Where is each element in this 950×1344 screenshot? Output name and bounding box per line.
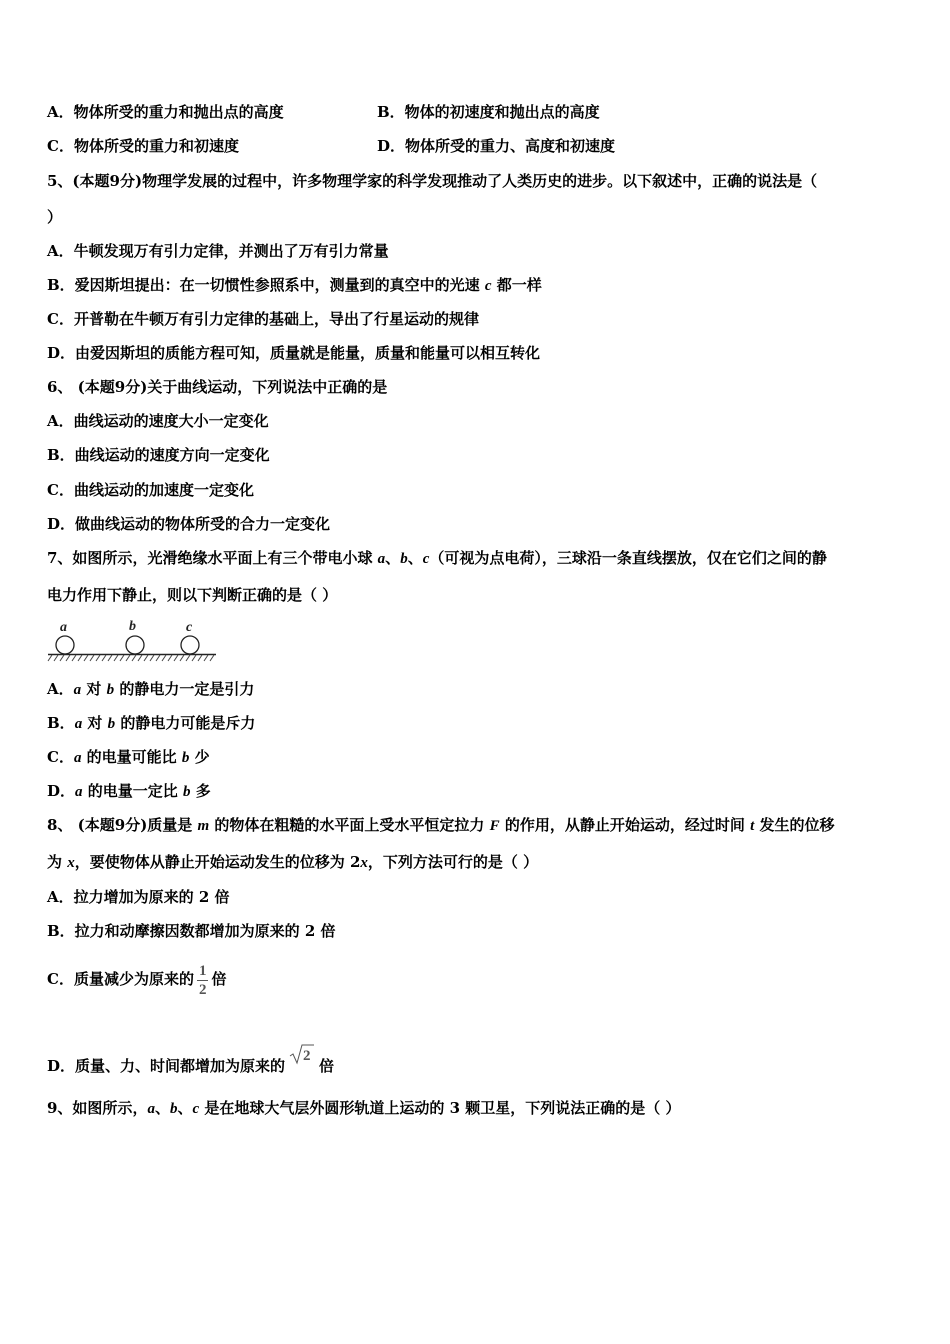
ball-a xyxy=(56,636,74,654)
q8-stem-part: 8、 (本题9分)质量是 xyxy=(47,816,198,834)
q7-option-c xyxy=(47,747,210,768)
option-mid: 对 xyxy=(82,714,108,732)
q6-option-b: B．曲线运动的速度方向一定变化 xyxy=(47,446,270,464)
option-mid: 对 xyxy=(81,680,107,698)
var-a: a xyxy=(74,716,83,732)
var-x: x xyxy=(67,855,75,871)
var-b: b xyxy=(182,784,191,800)
q8-stem-line1 xyxy=(47,815,835,836)
q4-option-a: A．物体所受的重力和抛出点的高度 xyxy=(47,103,284,121)
q5-option-b-post: 都一样 xyxy=(491,276,542,294)
q8-option-c-post: 倍 xyxy=(211,970,227,988)
q8-stem-part: 发生的位移 xyxy=(754,816,835,834)
option-mid: 的电量可能比 xyxy=(81,748,182,766)
var-a: a xyxy=(73,682,82,698)
var-b: b xyxy=(181,750,190,766)
option-prefix: B． xyxy=(47,714,75,732)
q8-stem-line2 xyxy=(47,852,538,873)
var-a: a xyxy=(147,1101,155,1117)
fraction-one-half xyxy=(197,962,209,999)
option-suffix: 的静电力可能是斥力 xyxy=(115,714,256,732)
var-a: a xyxy=(75,784,83,800)
q4-option-d: D．物体所受的重力、高度和初速度 xyxy=(377,137,616,155)
q8-option-d xyxy=(47,1043,334,1081)
q8-option-c xyxy=(47,958,226,1000)
var-a: a xyxy=(73,750,82,766)
option-prefix: D． xyxy=(47,782,76,800)
q5-option-a: A．牛顿发现万有引力定律，并测出了万有引力常量 xyxy=(47,242,389,260)
var-b: b xyxy=(107,716,116,732)
ball-labels xyxy=(60,619,193,635)
q8-stem-part: 为 xyxy=(47,853,68,871)
ball-label-b: b xyxy=(129,619,136,634)
fraction-denominator: 2 xyxy=(198,981,207,998)
q5-option-b-pre: B．爱因斯坦提出：在一切惯性参照系中，测量到的真空中的光速 xyxy=(47,276,485,294)
three-balls-figure xyxy=(44,616,220,664)
option-suffix: 的静电力一定是引力 xyxy=(114,680,255,698)
ball-c xyxy=(181,636,199,654)
separator: 、 xyxy=(154,1099,170,1117)
q5-option-c: C．开普勒在牛顿万有引力定律的基础上，导出了行星运动的规律 xyxy=(47,310,479,328)
q4-option-b: B．物体的初速度和抛出点的高度 xyxy=(377,103,600,121)
ground-hatching xyxy=(48,655,214,661)
q9-stem xyxy=(47,1098,681,1119)
q6-option-a: A．曲线运动的速度大小一定变化 xyxy=(47,412,269,430)
option-suffix: 多 xyxy=(190,782,211,800)
q8-stem-part: ，下列方法可行的是（ ） xyxy=(367,853,539,871)
ball-b xyxy=(126,636,144,654)
option-prefix: A． xyxy=(47,680,74,698)
var-b: b xyxy=(169,1101,178,1117)
q8-stem-part: 的物体在粗糙的水平面上受水平恒定拉力 xyxy=(209,816,490,834)
var-c: c xyxy=(422,551,430,567)
separator: 、 xyxy=(385,549,401,567)
var-c: c xyxy=(192,1101,200,1117)
ball-label-a: a xyxy=(60,620,67,635)
separator: 、 xyxy=(177,1099,193,1117)
q6-option-d: D．做曲线运动的物体所受的合力一定变化 xyxy=(47,515,331,533)
q8-stem-part: 的作用，从静止开始运动，经过时间 xyxy=(499,816,751,834)
q7-stem-post: （可视为点电荷），三球沿一条直线摆放，仅在它们之间的静 xyxy=(429,549,827,567)
q4-option-c: C．物体所受的重力和初速度 xyxy=(47,137,239,155)
q7-stem-pre: 7、如图所示，光滑绝缘水平面上有三个带电小球 xyxy=(47,549,378,567)
q7-stem-line2: 电力作用下静止，则以下判断正确的是（ ） xyxy=(47,586,338,604)
q8-option-b: B．拉力和动摩擦因数都增加为原来的 2 倍 xyxy=(47,922,336,940)
var-a: a xyxy=(377,551,386,567)
sqrt-radicand: 2 xyxy=(303,1048,311,1064)
q7-stem-line1 xyxy=(47,548,827,569)
sqrt-two-symbol xyxy=(289,1043,315,1065)
q8-option-a: A．拉力增加为原来的 2 倍 xyxy=(47,888,230,906)
option-suffix: 少 xyxy=(189,748,210,766)
q6-stem: 6、 (本题9分)关于曲线运动，下列说法中正确的是 xyxy=(47,378,388,396)
q6-option-c: C．曲线运动的加速度一定变化 xyxy=(47,481,254,499)
q5-option-d: D．由爱因斯坦的质能方程可知，质量就是能量，质量和能量可以相互转化 xyxy=(47,344,541,362)
q8-option-d-pre: D．质量、力、时间都增加为原来的 xyxy=(47,1057,286,1075)
var-b: b xyxy=(106,682,115,698)
q5-stem-line1: 5、(本题9分)物理学发展的过程中，许多物理学家的科学发现推动了人类历史的进步。以下叙述中，正确的说法是（ xyxy=(47,172,818,190)
q8-option-c-pre: C．质量减少为原来的 xyxy=(47,970,194,988)
q7-option-d xyxy=(47,781,211,802)
var-x: x xyxy=(360,855,368,871)
q9-stem-post: 是在地球大气层外圆形轨道上运动的 3 颗卫星，下列说法正确的是（ ） xyxy=(199,1099,681,1117)
var-m: m xyxy=(197,818,210,834)
option-mid: 的电量一定比 xyxy=(82,782,183,800)
var-t: t xyxy=(750,818,755,834)
var-c: c xyxy=(484,278,492,294)
q8-option-d-post: 倍 xyxy=(319,1057,335,1075)
q9-stem-pre: 9、如图所示， xyxy=(47,1099,148,1117)
option-prefix: C． xyxy=(47,748,74,766)
q7-option-b xyxy=(47,713,255,734)
q5-option-b xyxy=(47,275,542,296)
q7-option-a xyxy=(47,679,254,700)
var-b: b xyxy=(400,551,408,567)
q8-stem-part: ，要使物体从静止开始运动发生的位移为 2 xyxy=(74,853,361,871)
ball-label-c: c xyxy=(186,620,193,635)
q5-stem-line2: ） xyxy=(47,208,63,226)
separator: 、 xyxy=(407,549,423,567)
var-f: F xyxy=(489,818,500,834)
fraction-numerator: 1 xyxy=(198,962,207,979)
